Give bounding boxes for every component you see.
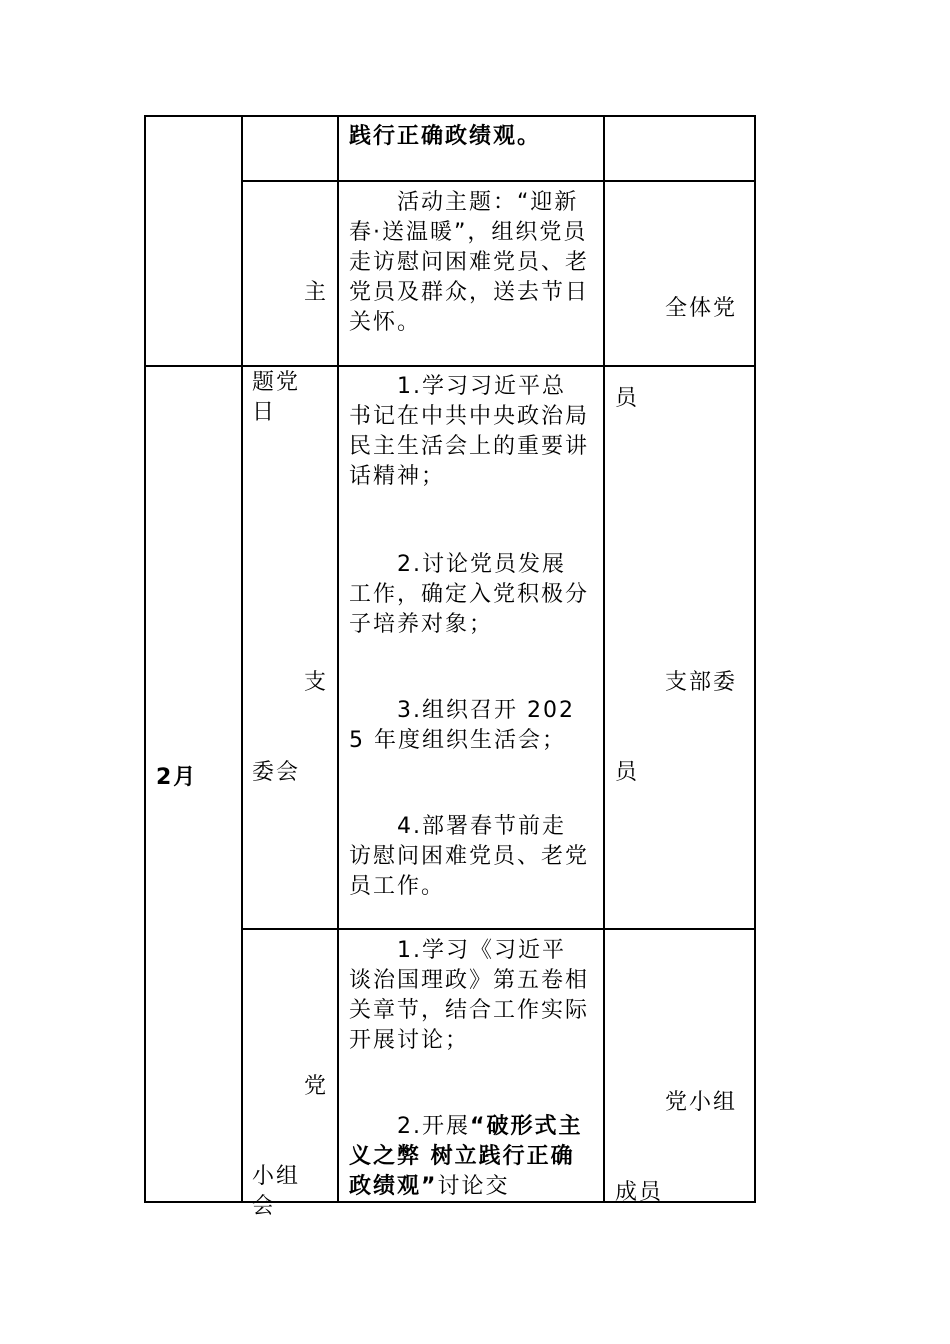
row2-item-2: 2.讨论党员发展工作，确定入党积极分子培养对象； bbox=[349, 552, 590, 637]
row3-participants bbox=[615, 1028, 745, 1268]
row2-who-line1: 支部委 bbox=[665, 670, 738, 695]
column-divider bbox=[241, 115, 243, 1203]
row2-who-rest: 员 bbox=[615, 760, 640, 785]
row1-who-rest: 员 bbox=[615, 386, 640, 411]
row3-item-2-suffix: 讨论交 bbox=[437, 1174, 510, 1199]
row2-item-4: 4.部署春节前走访慰问困难党员、老党员工作。 bbox=[349, 814, 590, 899]
row2-item-3: 3.组织召开 2025 年度组织生活会； bbox=[349, 698, 575, 753]
column-divider bbox=[337, 115, 339, 1203]
row2-item-1: 1.学习习近平总书记在中共中央政治局民主生活会上的重要讲话精神； bbox=[349, 374, 590, 489]
table-border-left bbox=[144, 115, 146, 1203]
row1-type-line1: 主 bbox=[303, 280, 328, 305]
row3-type-rest: 小组会 bbox=[252, 1164, 301, 1219]
row3-who-rest: 成员 bbox=[615, 1180, 664, 1205]
row1-type bbox=[252, 218, 330, 488]
row3-item-1: 1.学习《习近平谈治国理政》第五卷相关章节，结合工作实际开展讨论； bbox=[349, 938, 590, 1053]
row1-participants bbox=[615, 234, 745, 474]
row2-type-line1: 支 bbox=[303, 670, 328, 695]
row1-who-line1: 全体党 bbox=[665, 296, 738, 321]
row3-type-line1: 党 bbox=[303, 1074, 328, 1099]
row3-item-2-topic: “破形式主义之弊 树立践行正确政绩观” bbox=[349, 1114, 583, 1199]
row3-type bbox=[252, 1012, 330, 1282]
row1-type-rest: 题党日 bbox=[252, 370, 301, 425]
month-label: 2月 bbox=[156, 765, 198, 790]
column-divider bbox=[603, 115, 605, 1203]
row3-who-line1: 党小组 bbox=[665, 1090, 738, 1115]
row3-item-2-prefix: 2.开展 bbox=[397, 1114, 470, 1139]
table-border-top bbox=[144, 115, 755, 117]
table-border-right bbox=[754, 115, 756, 1203]
row2-type-rest: 委会 bbox=[252, 760, 301, 785]
row2-type bbox=[252, 608, 330, 848]
row1-content: 活动主题：“迎新春·送温暖”，组织党员走访慰问困难党员、老党员及群众，送去节日关怀。 bbox=[349, 190, 590, 335]
row2-participants bbox=[615, 608, 745, 848]
row0-content: 践行正确政绩观。 bbox=[349, 124, 542, 149]
row-divider bbox=[241, 180, 755, 182]
row-divider bbox=[241, 928, 755, 930]
row3-item-2 bbox=[349, 1112, 589, 1200]
